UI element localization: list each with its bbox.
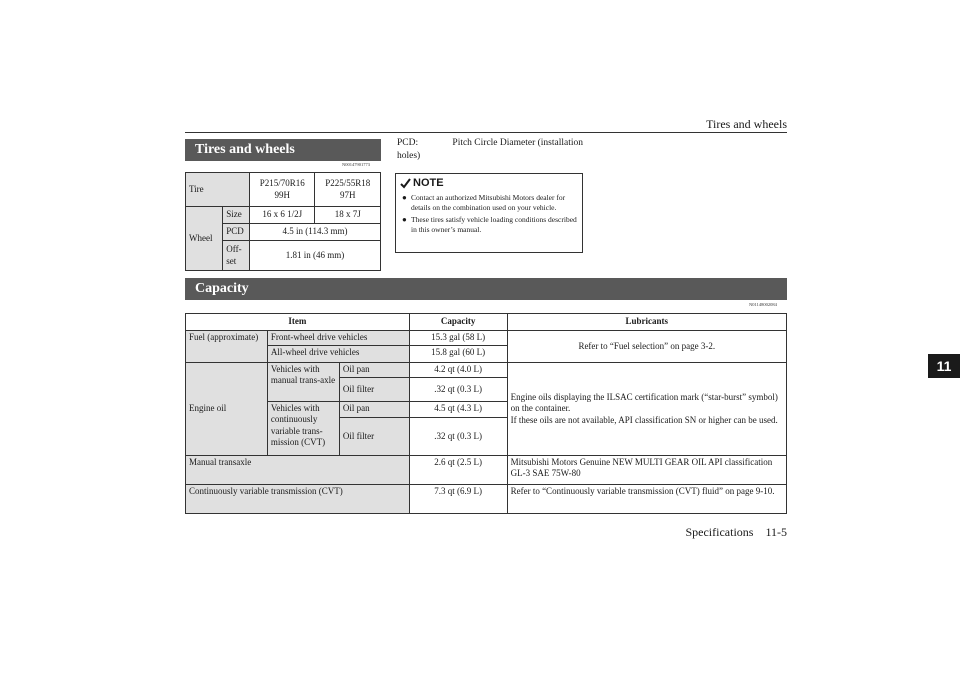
wheel-size-row: [186, 207, 381, 224]
oil-manual-label: Vehicles with manual trans-axle: [267, 363, 339, 402]
offset-value: 1.81 in (46 mm): [249, 241, 380, 271]
note-item-text: These tires satisfy vehicle loading conditions described in this owner’s manual.: [411, 215, 577, 235]
page-header-title: Tires and wheels: [706, 117, 787, 131]
oil-cvt-label: Vehicles with continuously variable trans-mission (CVT): [267, 402, 339, 456]
chapter-tab[interactable]: 11: [928, 354, 960, 378]
size-label: Size: [223, 207, 250, 224]
header-capacity: Capacity: [409, 314, 507, 331]
tire-row: [186, 173, 381, 207]
oil-manual-pan-label: Oil pan: [339, 363, 409, 378]
note-box: [395, 173, 583, 253]
note-item: [402, 215, 578, 235]
manual-transaxle-capacity: 2.6 qt (2.5 L): [409, 456, 507, 485]
fuel-lubricant: Refer to “Fuel selection” on page 3-2.: [507, 331, 786, 363]
oil-cvt-filter-capacity: .32 qt (0.3 L): [409, 418, 507, 456]
tires-section-title: Tires and wheels: [185, 139, 381, 161]
engine-oil-label: Engine oil: [186, 363, 268, 456]
header-lubricants: Lubricants: [507, 314, 786, 331]
oil-manual-filter-capacity: .32 qt (0.3 L): [409, 378, 507, 402]
engine-oil-lubricant-line-1: Engine oils displaying the ILSAC certification mark (“star-burst” symbol) on the container.: [510, 392, 778, 414]
cvt-row: [186, 485, 787, 514]
note-header: [396, 174, 582, 193]
oil-manual-pan-capacity: 4.2 qt (4.0 L): [409, 363, 507, 378]
capacity-table: [185, 313, 787, 514]
oil-cvt-filter-label: Oil filter: [339, 418, 409, 456]
pcd-definition-line-2: holes): [397, 150, 421, 161]
header-item: Item: [186, 314, 410, 331]
cvt-label: Continuously variable transmission (CVT): [186, 485, 410, 514]
tire-size-a: P215/70R16 99H: [249, 173, 315, 207]
note-list: [396, 193, 582, 236]
oil-cvt-pan-capacity: 4.5 qt (4.3 L): [409, 402, 507, 418]
engine-oil-lubricant-line-2: If these oils are not available, API classification SN or higher can be used.: [510, 414, 778, 425]
note-title: NOTE: [413, 177, 444, 189]
fuel-label: Fuel (approximate): [186, 331, 268, 363]
fuel-awd-label: All-wheel drive vehicles: [267, 346, 409, 363]
cvt-lubricant: Refer to “Continuously variable transmission (CVT) fluid” on page 9-10.: [507, 485, 786, 514]
manual-transaxle-label: Manual transaxle: [186, 456, 410, 485]
capacity-section-title: Capacity: [185, 278, 787, 300]
engine-oil-lubricant: [507, 363, 786, 456]
checkmark-icon: [400, 178, 411, 189]
tires-wheels-table: [185, 172, 381, 271]
header-rule: [185, 132, 787, 133]
tires-section-code: N00147901773: [342, 162, 370, 167]
oil-cvt-pan-label: Oil pan: [339, 402, 409, 418]
wheel-size-b: 18 x 7J: [315, 207, 381, 224]
bullet-icon: ●: [402, 215, 407, 225]
oil-manual-pan-row: [186, 363, 787, 378]
note-item: [402, 193, 578, 213]
wheel-size-a: 16 x 6 1/2J: [249, 207, 315, 224]
capacity-header-row: [186, 314, 787, 331]
tire-label: Tire: [186, 173, 250, 207]
pcd-definition-line-1: Pitch Circle Diameter (installation: [452, 138, 583, 148]
oil-manual-filter-label: Oil filter: [339, 378, 409, 402]
note-item-text: Contact an authorized Mitsubishi Motors dealer for details on the combination used on your vehicle.: [411, 192, 566, 212]
fuel-fwd-label: Front-wheel drive vehicles: [267, 331, 409, 346]
page-footer: Specifications 11-5: [685, 525, 787, 539]
fuel-fwd-row: [186, 331, 787, 346]
pcd-value: 4.5 in (114.3 mm): [249, 224, 380, 241]
pcd-definition: [397, 137, 583, 163]
capacity-section-code: N01148002084: [749, 302, 777, 307]
fuel-awd-capacity: 15.8 gal (60 L): [409, 346, 507, 363]
manual-transaxle-row: [186, 456, 787, 485]
pcd-label: PCD: [223, 224, 250, 241]
bullet-icon: ●: [402, 192, 407, 202]
wheel-label: Wheel: [186, 207, 223, 271]
cvt-capacity: 7.3 qt (6.9 L): [409, 485, 507, 514]
offset-label: Off-set: [223, 241, 250, 271]
manual-transaxle-lubricant: Mitsubishi Motors Genuine NEW MULTI GEAR OIL API classification GL-3 SAE 75W-80: [507, 456, 786, 485]
tire-size-b: P225/55R18 97H: [315, 173, 381, 207]
fuel-fwd-capacity: 15.3 gal (58 L): [409, 331, 507, 346]
pcd-term: PCD:: [397, 138, 419, 148]
